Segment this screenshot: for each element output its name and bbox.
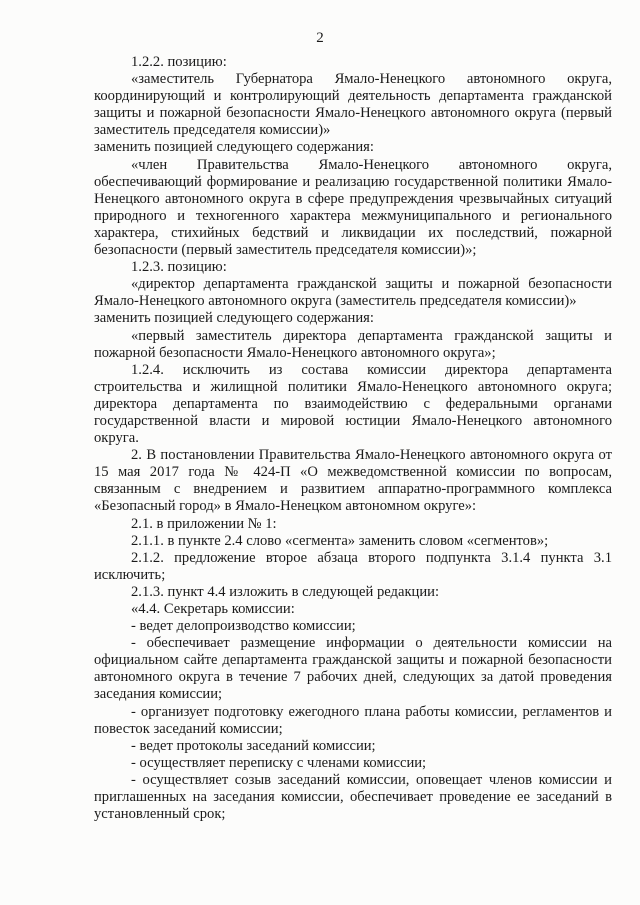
- paragraph: «первый заместитель директора департамента гражданской защиты и пожарной безопасности Ямало-Ненецкого автономного округа»;: [94, 327, 612, 361]
- paragraph: заменить позицией следующего содержания:: [94, 310, 374, 327]
- paragraph: «заместитель Губернатора Ямало-Ненецкого автономного округа, координирующий и контролирующий деятельность департамента гражданской защиты и пожарной безопасности Ямало-Ненецкого автономного округа (первый заместитель председателя комиссии)»: [94, 71, 612, 139]
- paragraph: заменить позицией следующего содержания:: [94, 139, 374, 156]
- paragraph: 2.1.3. пункт 4.4 изложить в следующей редакции:: [131, 583, 440, 600]
- paragraph: 2.1.1. в пункте 2.4 слово «сегмента» заменить словом «сегментов»;: [131, 532, 549, 549]
- paragraph: «4.4. Секретарь комиссии:: [131, 601, 295, 617]
- paragraph: - осуществляет переписку с членами комиссии;: [131, 754, 427, 771]
- paragraph: - организует подготовку ежегодного плана работы комиссии, регламентов и повесток заседаний комиссии;: [94, 703, 612, 737]
- paragraph: - обеспечивает размещение информации о деятельности комиссии на официальном сайте департамента гражданской защиты и пожарной безопасности автономного округа в течение 7 рабочих дней, следующих за датой проведения заседания комиссии;: [94, 635, 612, 703]
- paragraph: 2.1.2. предложение второе абзаца второго подпункта 3.1.4 пункта 3.1 исключить;: [94, 549, 612, 583]
- paragraph: - осуществляет созыв заседаний комиссии, оповещает членов комиссии и приглашенных на заседания комиссии, обеспечивает проведение ее заседаний в установленный срок;: [94, 771, 612, 823]
- paragraph: «член Правительства Ямало-Ненецкого автономного округа, обеспечивающий формирование и реализацию государственной политики Ямало-Ненецкого автономного округа в сфере предупреждения чрезвычайных ситуаций природного и техногенного характера межмуниципального и регионального характера, стихийных бедствий и ликвидации их последствий, пожарной безопасности (первый заместитель председателя комиссии)»;: [94, 156, 612, 259]
- paragraph: - ведет делопроизводство комиссии;: [131, 618, 356, 635]
- document-body: [94, 54, 612, 823]
- paragraph: - ведет протоколы заседаний комиссии;: [131, 737, 376, 754]
- paragraph: «директор департамента гражданской защиты и пожарной безопасности Ямало-Ненецкого автономного округа (заместитель председателя комиссии)»: [94, 276, 612, 310]
- paragraph: 1.2.2. позицию:: [131, 54, 227, 70]
- paragraph: 1.2.4. исключить из состава комиссии директора департамента строительства и жилищной политики Ямало-Ненецкого автономного округа; директора департамента по взаимодействию с федеральными органами государственной власти и мировой юстиции Ямало-Ненецкого автономного округа.: [94, 361, 612, 447]
- paragraph: 2. В постановлении Правительства Ямало-Ненецкого автономного округа от 15 мая 2017 года № 424-П «О межведомственной комиссии по вопросам, связанным с внедрением и развитием аппаратно-программного комплекса «Безопасный город» в Ямало-Ненецком автономном округе»:: [94, 447, 612, 515]
- paragraph: 2.1. в приложении № 1:: [131, 515, 277, 532]
- page-number: 2: [316, 30, 324, 46]
- paragraph: 1.2.3. позицию:: [131, 259, 227, 276]
